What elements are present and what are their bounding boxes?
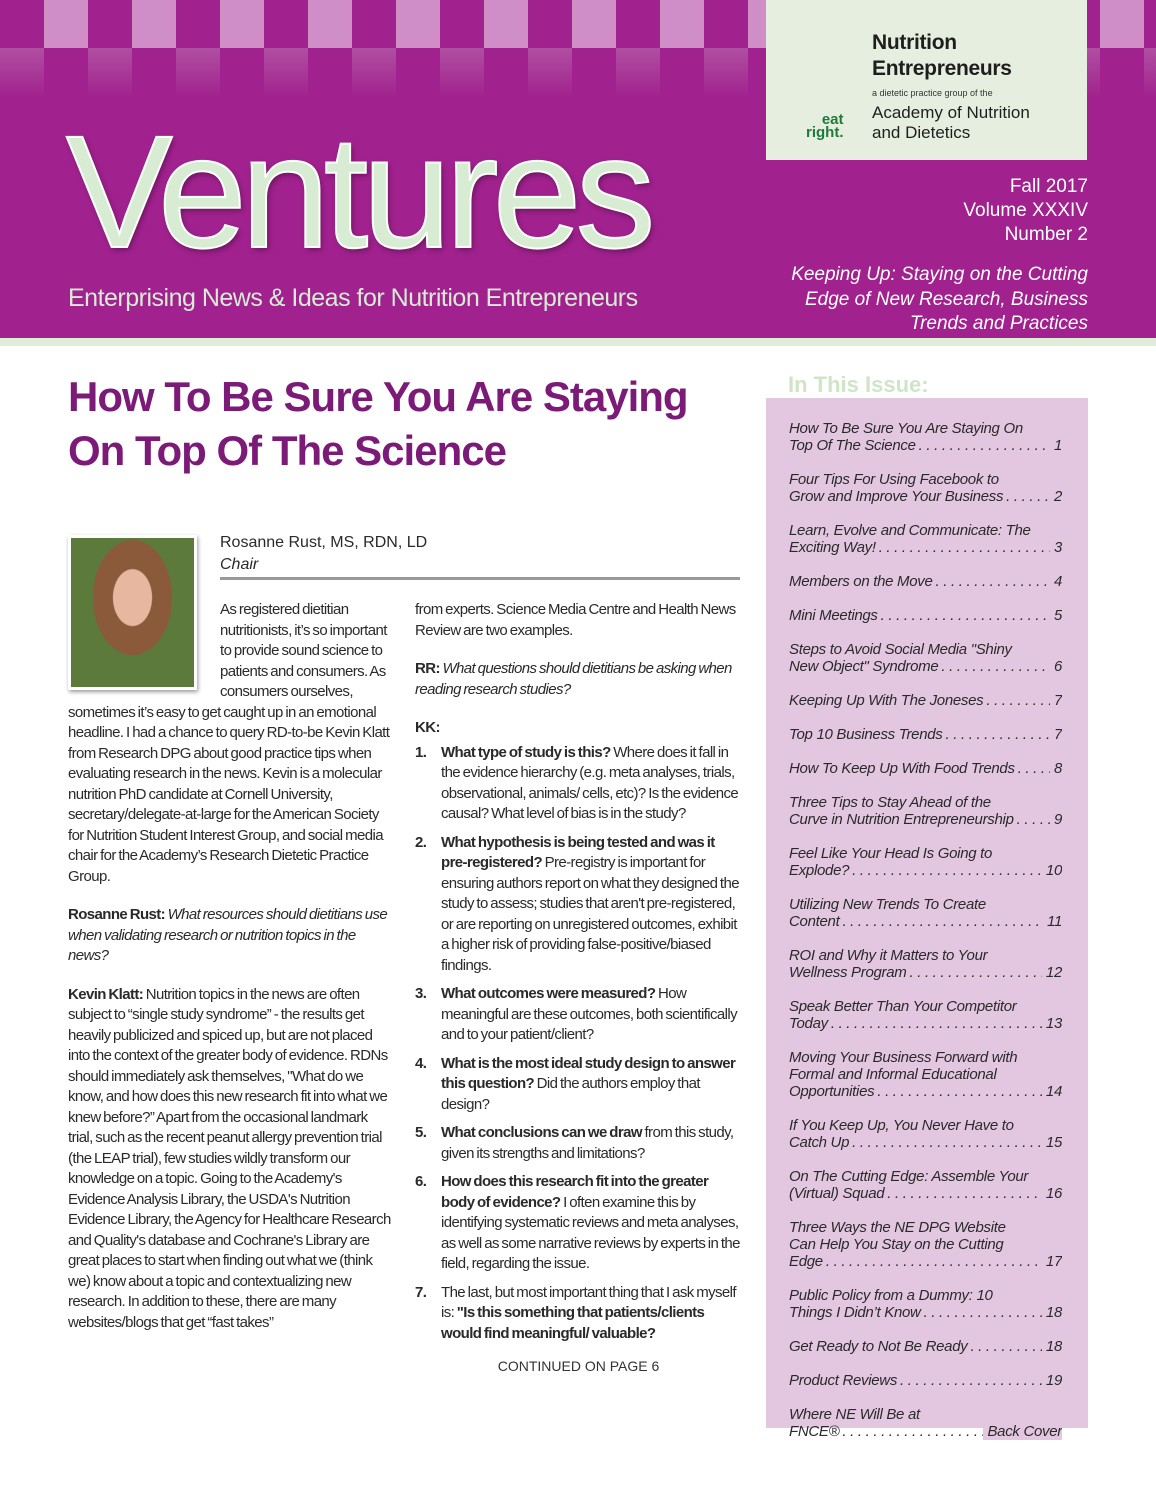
issue-info: Fall 2017 Volume XXXIV Number 2 — [963, 176, 1088, 245]
answer-1-continued: from experts. Science Media Centre and Health News Review are two examples. — [415, 601, 736, 639]
toc-title: How To Keep Up With Food Trends . . . — [789, 760, 1015, 777]
toc-title: Get Ready to Not Be Ready . . . — [789, 1338, 967, 1355]
org-subtitle: a dietetic practice group of the — [872, 88, 993, 98]
check-square — [660, 0, 704, 48]
list-text: Did the authors employ that design? — [441, 1075, 700, 1113]
toc-title: Keeping Up With The Joneses . . . — [789, 692, 983, 709]
toc-title: Top 10 Business Trends . . . — [789, 726, 943, 743]
toc-title: How To Be Sure You Are Staying On Top Of The Science . . . — [789, 420, 1023, 454]
list-text: Pre-registry is important for ensuring authors report on what they designed the study to assess; studies that aren't pre-registered, or are reporting on unregistered outcomes, exhibit a higher risk of providing false-positive/biased findings. — [441, 854, 739, 974]
toc-item[interactable] — [789, 1338, 1062, 1355]
list-number: 3. — [415, 985, 427, 1002]
academy-name: Academy of Nutrition and Dietetics — [872, 103, 1030, 142]
toc-item[interactable] — [789, 471, 1062, 505]
toc-title: Mini Meetings . . . — [789, 607, 878, 624]
article-column-1 — [68, 600, 394, 1351]
list-number: 4. — [415, 1054, 427, 1072]
issue-theme: Keeping Up: Staying on the Cutting Edge of New Research, Business Trends and Practices — [791, 264, 1088, 334]
question-1: Rosanne Rust: What resources should dietitians use when validating research or nutrition topics in the news? — [68, 906, 388, 964]
check-square — [1100, 0, 1144, 48]
masthead-header — [0, 0, 1156, 338]
toc-item[interactable] — [789, 607, 1062, 624]
toc-page: 8 — [1050, 760, 1062, 777]
check-square — [0, 48, 44, 98]
toc-item[interactable] — [789, 947, 1062, 981]
toc-item[interactable] — [789, 1372, 1062, 1389]
author-role: Chair — [220, 556, 259, 573]
answer-2-label: KK: — [415, 719, 440, 736]
check-square — [132, 0, 176, 48]
toc-page: 2 — [1050, 488, 1062, 505]
check-square — [88, 48, 132, 98]
eatright-logo: eat right. — [806, 111, 844, 141]
byline-rule — [220, 577, 740, 580]
list-item — [415, 743, 742, 825]
question-2: RR: What questions should dietitians be asking when reading research studies? — [415, 660, 732, 698]
check-square — [572, 0, 616, 48]
masthead-title: Ventures — [66, 102, 650, 281]
toc-item[interactable] — [789, 998, 1062, 1032]
toc-item[interactable] — [789, 522, 1062, 556]
toc-page: 12 — [1042, 964, 1062, 981]
question-list — [415, 743, 742, 1345]
toc-item[interactable] — [789, 692, 1062, 709]
toc-item[interactable] — [789, 420, 1062, 454]
toc-page: 10 — [1042, 862, 1062, 879]
article-title: How To Be Sure You Are Staying On Top Of The Science — [68, 373, 688, 474]
toc-title: Moving Your Business Forward with Formal and Informal Educational Opportunities . . . — [789, 1049, 1017, 1100]
list-item — [415, 1283, 742, 1345]
toc-item[interactable] — [789, 1406, 1062, 1440]
list-number: 5. — [415, 1124, 427, 1141]
check-square — [528, 48, 572, 98]
list-text: The last, but most important thing that I ask myself is: — [441, 1283, 736, 1321]
list-item — [415, 1054, 742, 1116]
toc-page: 11 — [1043, 913, 1062, 930]
toc-title: Feel Like Your Head Is Going to Explode? . . . — [789, 845, 992, 879]
org-brand-box — [766, 0, 1087, 160]
list-lead: What outcomes were measured? — [441, 985, 656, 1002]
toc-page: 15 — [1042, 1134, 1062, 1151]
list-number: 2. — [415, 833, 427, 851]
toc-page: Back Cover — [983, 1423, 1062, 1440]
toc-item[interactable] — [789, 1168, 1062, 1202]
toc-title: Steps to Avoid Social Media "Shiny New Object" Syndrome . . . — [789, 641, 1012, 675]
toc-title: If You Keep Up, You Never Have to Catch Up . . . — [789, 1117, 1014, 1151]
toc-title: Four Tips For Using Facebook to Grow and Improve Your Business . . . — [789, 471, 1003, 505]
toc-page: 18 — [1042, 1304, 1062, 1321]
list-text: I often examine this by identifying systematic reviews and meta analyses, as well as some narrative reviews by experts in the field, regarding the issue. — [441, 1193, 740, 1272]
toc-title: Speak Better Than Your Competitor Today . . . — [789, 998, 1016, 1032]
list-lead: What type of study is this? — [441, 743, 611, 761]
check-square — [308, 0, 352, 48]
check-square — [616, 48, 660, 98]
toc-item[interactable] — [789, 896, 1062, 930]
list-item — [415, 1123, 742, 1164]
toc-title: Three Tips to Stay Ahead of the Curve in Nutrition Entrepreneurship . . . — [789, 794, 1014, 828]
toc-item[interactable] — [789, 641, 1062, 675]
toc-page: 3 — [1050, 539, 1062, 556]
continued-note: CONTINUED ON PAGE 6 — [497, 1358, 660, 1374]
list-number: 6. — [415, 1173, 427, 1190]
toc-item[interactable] — [789, 573, 1062, 590]
toc-item[interactable] — [789, 1049, 1062, 1100]
list-lead: What hypothesis is being tested and was it pre-registered? — [441, 833, 715, 871]
list-emphasis: "Is this something that patients/clients would find meaningful/ valuable? — [441, 1304, 705, 1342]
list-text: Where does it fall in the evidence hierarchy (e.g. meta analyses, trials, observational, animals/ cells, etc)? Is the evidence causal? What level of bias is in the study? — [441, 743, 739, 822]
answer-1: Kevin Klatt: Nutrition topics in the news are often subject to “single study syndrome” - the results get heavily publicized and spiced up, but are not placed into the context of the greater body of evidence. RDNs should immediately ask themselves, "What do we know, and how does this new research fit into what we knew before?” Apart from the occasional landmark trial, such as the recent peanut allergy prevention trial (the LEAP trial), few studies wildly transform our knowledge on a topic. Going to the Academy's Evidence Analysis Library, the USDA's Nutrition Evidence Library, the Agency for Healthcare Research and Quality's database and Cochrane's Library are great places to start when finding out what we (think we) know about a topic and contextualizing new research. In addition to these, there are many websites/blogs that get “fast takes” — [68, 985, 391, 1331]
author-name: Rosanne Rust, MS, RDN, LD — [220, 534, 428, 551]
toc-item[interactable] — [789, 760, 1062, 777]
toc-page: 5 — [1050, 607, 1062, 624]
byline — [220, 532, 427, 576]
intro-paragraph: As registered dietitian nutritionists, it’s so important to provide sound science to patients and consumers. As consumers ourselves, sometimes it’s easy to get caught up in an emotional headline. I had a chance to query RD-to-be Kevin Klatt from Research DPG about good practice tips when evaluating research in the news. Kevin is a molecular nutrition PhD candidate at Cornell University, secretary/delegate-at-large for the American Society for Nutrition Student Interest Group, and social media chair for the Academy’s Research Dietetic Practice Group. — [68, 601, 390, 885]
toc-item[interactable] — [789, 1117, 1062, 1151]
org-name: Nutrition Entrepreneurs — [872, 31, 1012, 80]
list-lead: How does this research fit into the greater body of evidence? — [441, 1173, 709, 1211]
check-square — [264, 48, 308, 98]
toc-item[interactable] — [789, 1287, 1062, 1321]
toc-page: 18 — [1042, 1338, 1062, 1355]
toc-title: Members on the Move . . . — [789, 573, 933, 590]
list-item — [415, 1172, 742, 1275]
toc-page: 1 — [1050, 437, 1062, 454]
toc-page: 7 — [1050, 726, 1062, 743]
article-column-2 — [415, 600, 742, 1377]
toc-title: Utilizing New Trends To Create Content . . . — [789, 896, 986, 930]
check-square — [396, 0, 440, 48]
toc-page: 16 — [1042, 1185, 1062, 1202]
check-square — [352, 48, 396, 98]
list-text: from this study, given its strengths and limitations? — [441, 1124, 734, 1162]
table-of-contents — [766, 398, 1088, 1440]
check-square — [220, 0, 264, 48]
toc-page: 9 — [1050, 811, 1062, 828]
toc-title: Where NE Will Be at FNCE® . . . — [789, 1406, 920, 1440]
list-item — [415, 833, 742, 977]
list-item — [415, 984, 742, 1046]
toc-page: 6 — [1050, 658, 1062, 675]
list-number: 7. — [415, 1283, 427, 1301]
toc-page: 17 — [1042, 1253, 1062, 1270]
check-square — [176, 48, 220, 98]
check-square — [704, 48, 748, 98]
list-text: How meaningful are these outcomes, both scientifically and to your patient/client? — [441, 985, 738, 1043]
list-lead: What is the most ideal study design to answer this question? — [441, 1054, 736, 1092]
check-square — [484, 0, 528, 48]
check-square — [44, 0, 88, 48]
toc-page: 4 — [1050, 573, 1062, 590]
toc-title: Learn, Evolve and Communicate: The Exciting Way! . . . — [789, 522, 1031, 556]
toc-item[interactable] — [789, 726, 1062, 743]
toc-page: 7 — [1050, 692, 1062, 709]
toc-item[interactable] — [789, 1219, 1062, 1270]
toc-title: On The Cutting Edge: Assemble Your (Virtual) Squad . . . — [789, 1168, 1028, 1202]
header-divider — [0, 338, 1156, 346]
toc-title: ROI and Why it Matters to Your Wellness Program . . . — [789, 947, 987, 981]
check-square — [1144, 48, 1156, 98]
toc-title: Public Policy from a Dummy: 10 Things I Didn’t Know . . . — [789, 1287, 993, 1321]
check-square — [440, 48, 484, 98]
toc-page: 13 — [1042, 1015, 1062, 1032]
toc-item[interactable] — [789, 794, 1062, 828]
tagline: Enterprising News & Ideas for Nutrition Entrepreneurs — [68, 284, 638, 312]
list-number: 1. — [415, 743, 427, 761]
toc-page: 14 — [1042, 1083, 1062, 1100]
toc-page: 19 — [1042, 1372, 1062, 1389]
toc-title: Three Ways the NE DPG Website Can Help You Stay on the Cutting Edge . . . — [789, 1219, 1006, 1270]
toc-heading: In This Issue: — [788, 372, 929, 397]
toc-title: Product Reviews . . . — [789, 1372, 897, 1389]
toc-item[interactable] — [789, 845, 1062, 879]
list-lead: What conclusions can we draw — [441, 1124, 642, 1141]
